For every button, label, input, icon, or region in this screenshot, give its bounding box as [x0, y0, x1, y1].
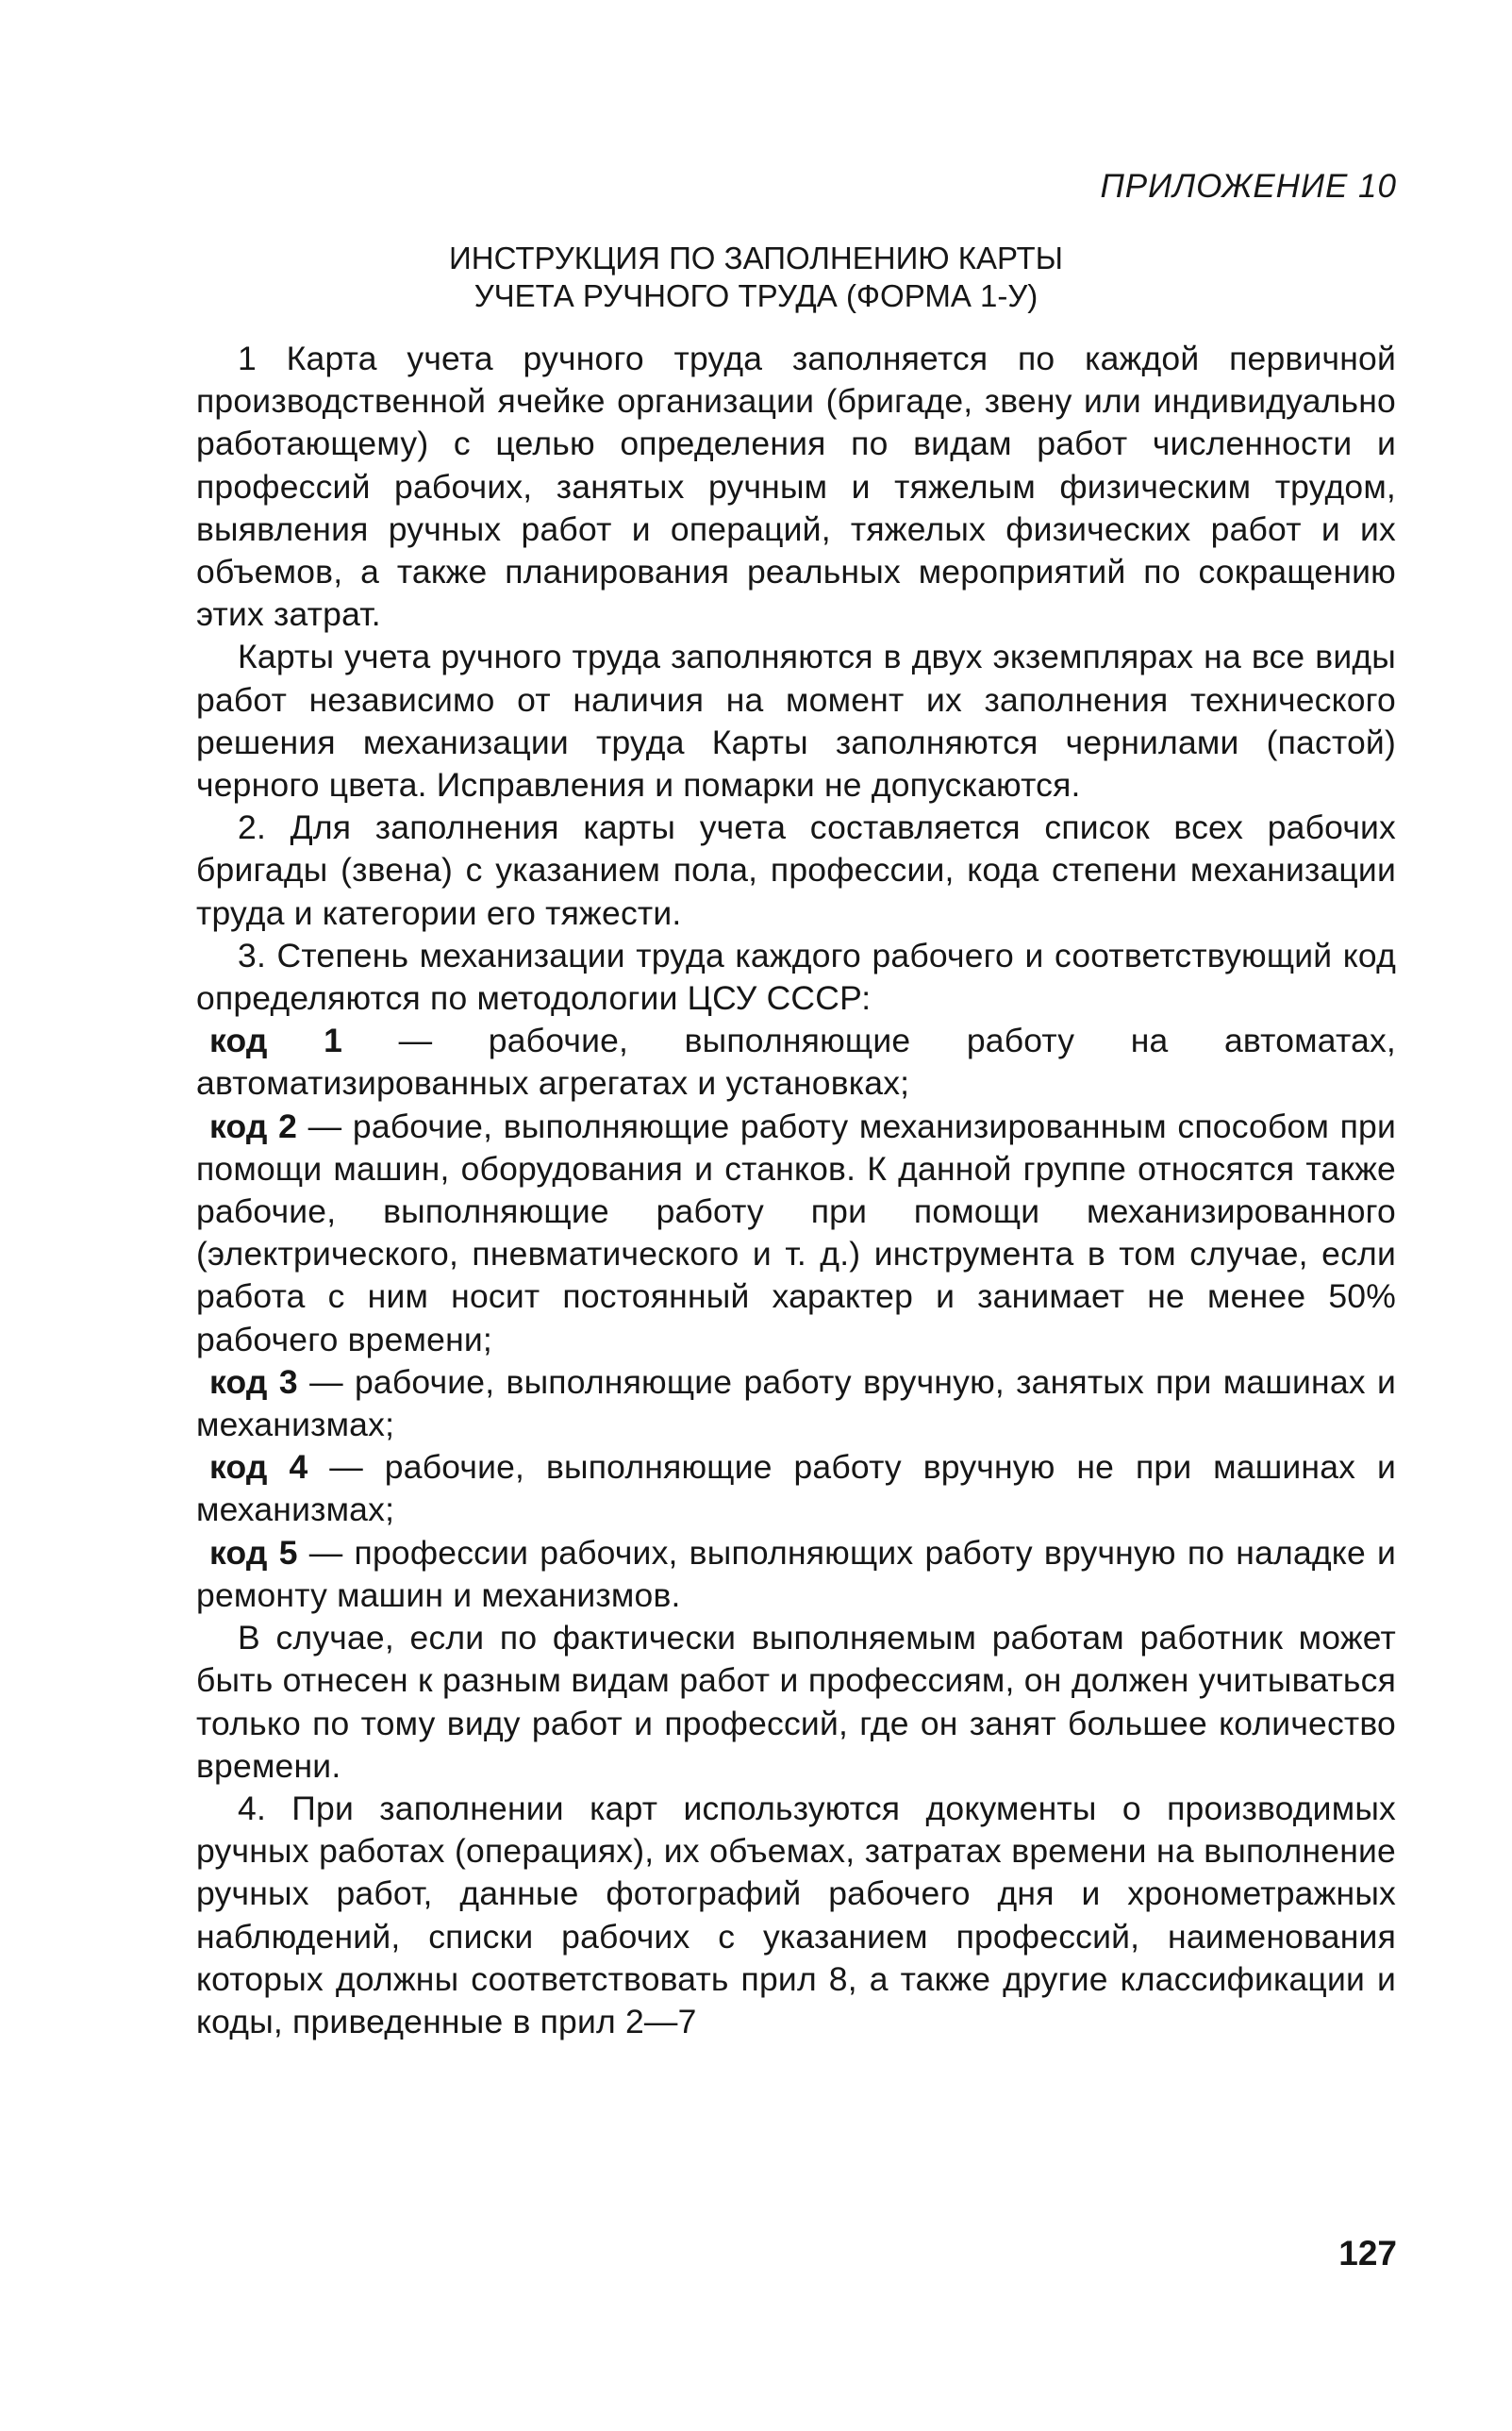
code-label: код 4 [209, 1448, 308, 1487]
appendix-label: ПРИЛОЖЕНИЕ 10 [1100, 168, 1397, 205]
code-label: код 5 [209, 1533, 298, 1572]
paragraph-2: Карты учета ручного труда заполняются в двух экземплярах на все виды работ независимо от наличия на момент их заполнения технического решения механизации труда Карты заполняются чернилами (пастой) черного цвета. Исправления и помарки не допускаются. [196, 638, 1396, 805]
code-text: — рабочие, выполняющие работу вручную, занятых при машинах и механизмах; [196, 1362, 1396, 1444]
code-text: — рабочие, выполняющие работу механизированным способом при помощи машин, оборудования и станков. К данной группе относятся также рабочие, выполняющие работу при помощи механизированного (электрического, пневматического и т. д.) инструмента в том случае, если работа с ним носит постоянный характер и занимает не менее 50% рабочего времени; [196, 1107, 1396, 1358]
code-label: код 3 [209, 1362, 298, 1401]
code-label: код 2 [209, 1107, 298, 1145]
code-text: — рабочие, выполняющие работу на автоматах, автоматизированных агрегатах и установках; [196, 1022, 1396, 1103]
page-number: 127 [1338, 2234, 1397, 2273]
paragraph-4: 3. Степень механизации труда каждого рабочего и соответствующий код определяются по методологии ЦСУ СССР: [196, 936, 1396, 1018]
document-title [0, 240, 1512, 315]
code-item-1 [196, 1020, 1396, 1105]
code-item-2 [196, 1106, 1396, 1361]
paragraph-11: 4. При заполнении карт используются документы о производимых ручных работах (операциях), их объемах, затратах времени на выполнение ручных работ, данные фотографий рабочего дня и хронометражных наблюдений, списки рабочих с указанием профессий, наименования которых должны соответствовать прил 8, а также другие классификации и коды, приведенные в прил 2—7 [196, 1789, 1396, 2040]
code-item-3 [196, 1361, 1396, 1446]
code-text: — рабочие, выполняющие работу вручную не при машинах и механизмах; [196, 1448, 1396, 1529]
instruction-body [196, 338, 1396, 2043]
code-item-4 [196, 1446, 1396, 1531]
code-item-5 [196, 1532, 1396, 1617]
title-line-1: ИНСТРУКЦИЯ ПО ЗАПОЛНЕНИЮ КАРТЫ [449, 241, 1063, 275]
paragraph-3: 2. Для заполнения карты учета составляется список всех рабочих бригады (звена) с указанием пола, профессии, кода степени механизации труда и категории его тяжести. [196, 808, 1396, 932]
code-text: — профессии рабочих, выполняющих работу вручную по наладке и ремонту машин и механизмов. [196, 1533, 1396, 1614]
title-line-2: УЧЕТА РУЧНОГО ТРУДА (ФОРМА 1-У) [474, 278, 1038, 313]
paragraph-1: 1 Карта учета ручного труда заполняется по каждой первичной производственной ячейке организации (бригаде, звену или индивидуально работающему) с целью определения по видам работ численности и профессий рабочих, занятых ручным и тяжелым физическим трудом, выявления ручных работ и операций, тяжелых физических работ и их объемов, а также планирования реальных мероприятий по сокращению этих затрат. [196, 340, 1396, 634]
paragraph-10: В случае, если по фактически выполняемым работам работник может быть отнесен к разным видам работ и профессиям, он должен учитываться только по тому виду работ и профессий, где он занят большее количество времени. [196, 1619, 1396, 1785]
code-label: код 1 [209, 1022, 343, 1060]
